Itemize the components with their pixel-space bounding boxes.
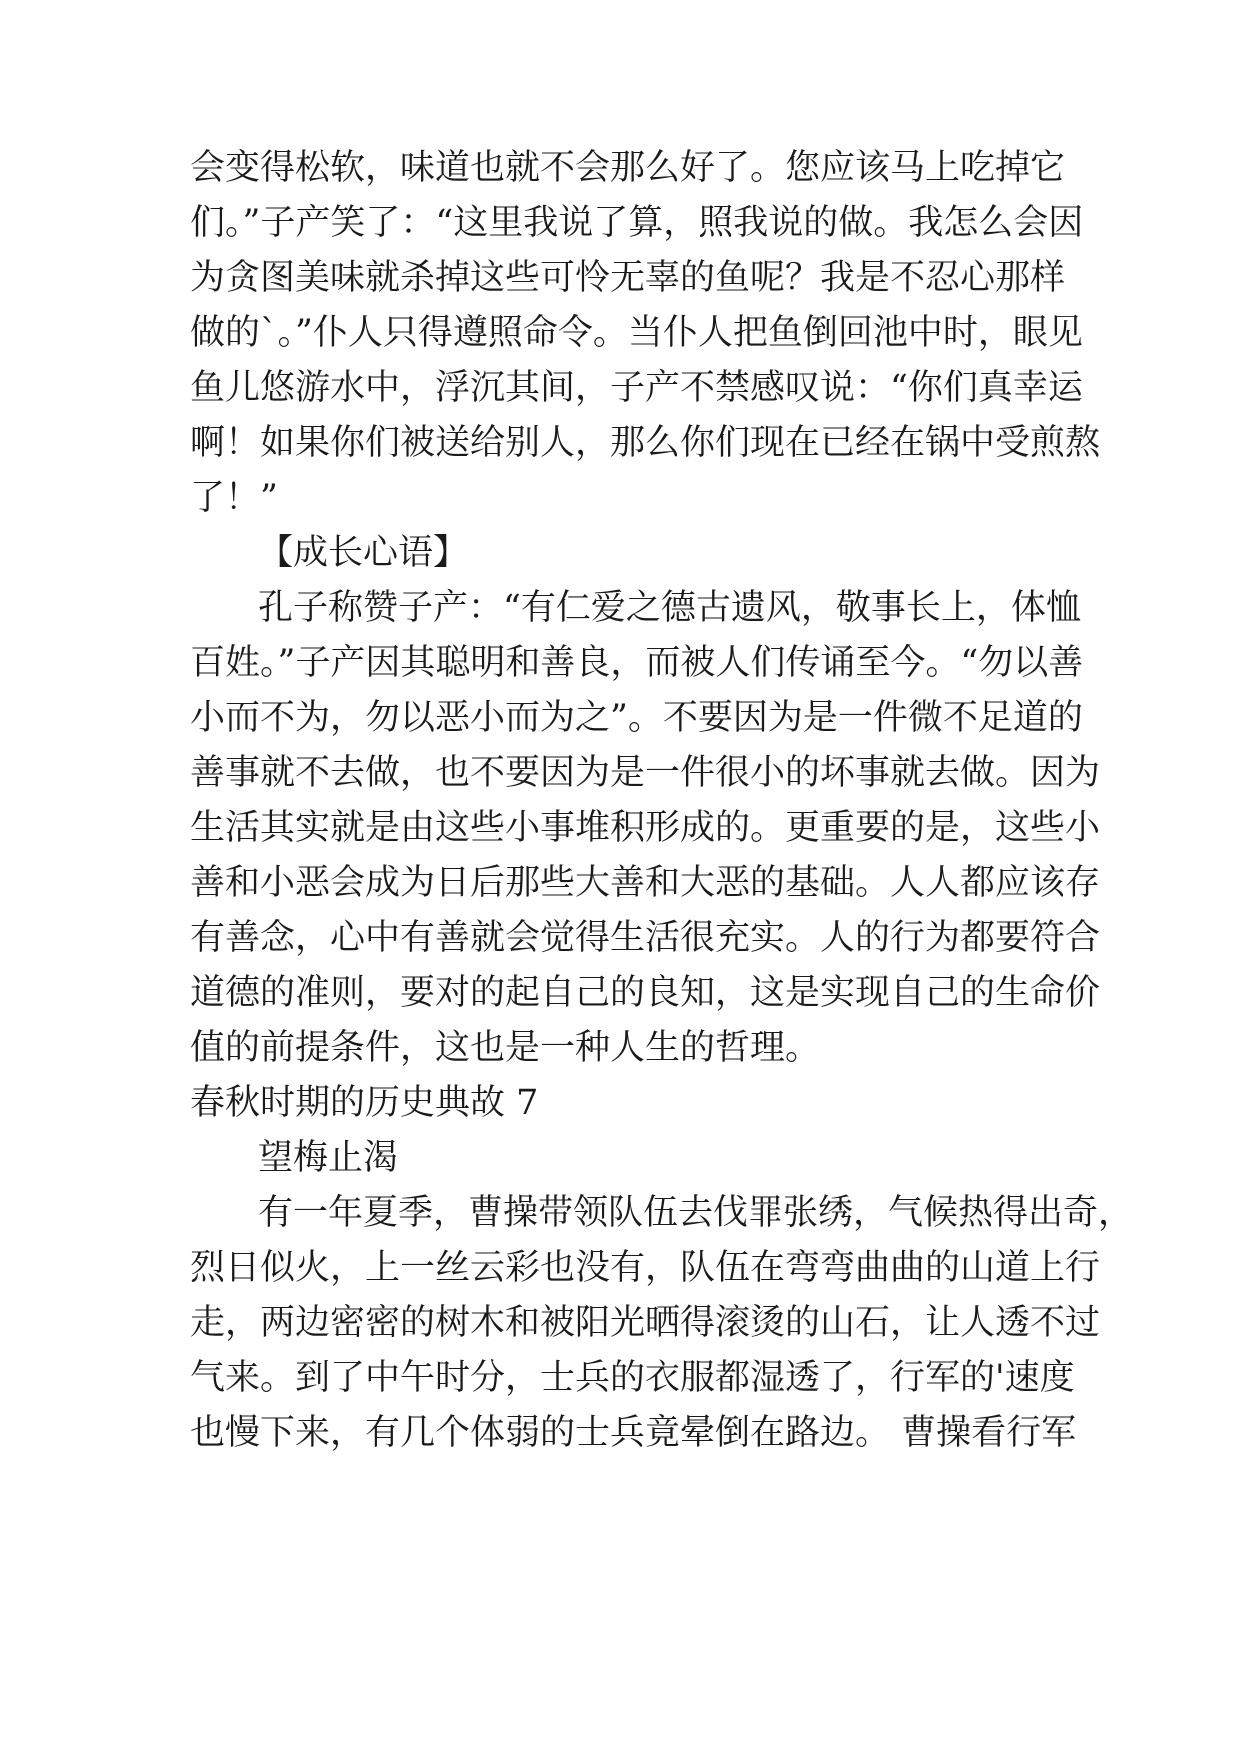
text-line: 啊！如果你们被送给别人，那么你们现在已经在锅中受煎熬: [190, 423, 1101, 463]
text-line: 有善念，心中有善就会觉得生活很充实。人的行为都要符合: [190, 918, 1101, 958]
text-line: 们。”子产笑了：“这里我说了算，照我说的做。我怎么会因: [190, 203, 1084, 243]
text-line: 走，两边密密的树木和被阳光晒得滚烫的山石，让人透不过: [190, 1303, 1101, 1343]
text-line: 为贪图美味就杀掉这些可怜无辜的鱼呢？我是不忍心那样: [190, 258, 1066, 298]
text-line: 善和小恶会成为日后那些大善和大恶的基础。人人都应该存: [190, 863, 1101, 903]
text-line: 善事就不去做，也不要因为是一件很小的坏事就去做。因为: [190, 753, 1101, 793]
text-line: 生活其实就是由这些小事堆积形成的。更重要的是，这些小: [190, 808, 1101, 848]
text-line: 值的前提条件，这也是一种人生的哲理。: [190, 1028, 821, 1068]
text-line: 烈日似火，上一丝云彩也没有，队伍在弯弯曲曲的山道上行: [190, 1248, 1101, 1288]
article-title: 春秋时期的历史典故 7: [190, 1083, 539, 1123]
text-line: 气来。到了中午时分，士兵的衣服都湿透了，行军的'速度: [190, 1358, 1075, 1398]
text-line: 有一年夏季，曹操带领队伍去伐罪张绣，气候热得出奇，: [258, 1193, 1134, 1233]
text-line: 也慢下来，有几个体弱的士兵竟晕倒在路边。 曹操看行军: [190, 1413, 1077, 1453]
text-line: 会变得松软，味道也就不会那么好了。您应该马上吃掉它: [190, 148, 1066, 188]
story-title: 望梅止渴: [258, 1138, 399, 1178]
text-line: 百姓。”子产因其聪明和善良，而被人们传诵至今。“勿以善: [190, 643, 1084, 683]
text-line: 孔子称赞子产：“有仁爱之德古遗风，敬事长上，体恤: [258, 588, 1081, 628]
text-line: 了！”: [190, 478, 278, 518]
text-line: 小而不为，勿以恶小而为之”。不要因为是一件微不足道的: [190, 698, 1083, 738]
text-line: 道德的准则，要对的起自己的良知，这是实现自己的生命价: [190, 973, 1101, 1013]
section-heading: 【成长心语】: [258, 533, 469, 573]
text-line: 鱼儿悠游水中，浮沉其间，子产不禁感叹说：“你们真幸运: [190, 368, 1083, 408]
text-line: 做的`。”仆人只得遵照命令。当仆人把鱼倒回池中时，眼见: [190, 313, 1083, 353]
